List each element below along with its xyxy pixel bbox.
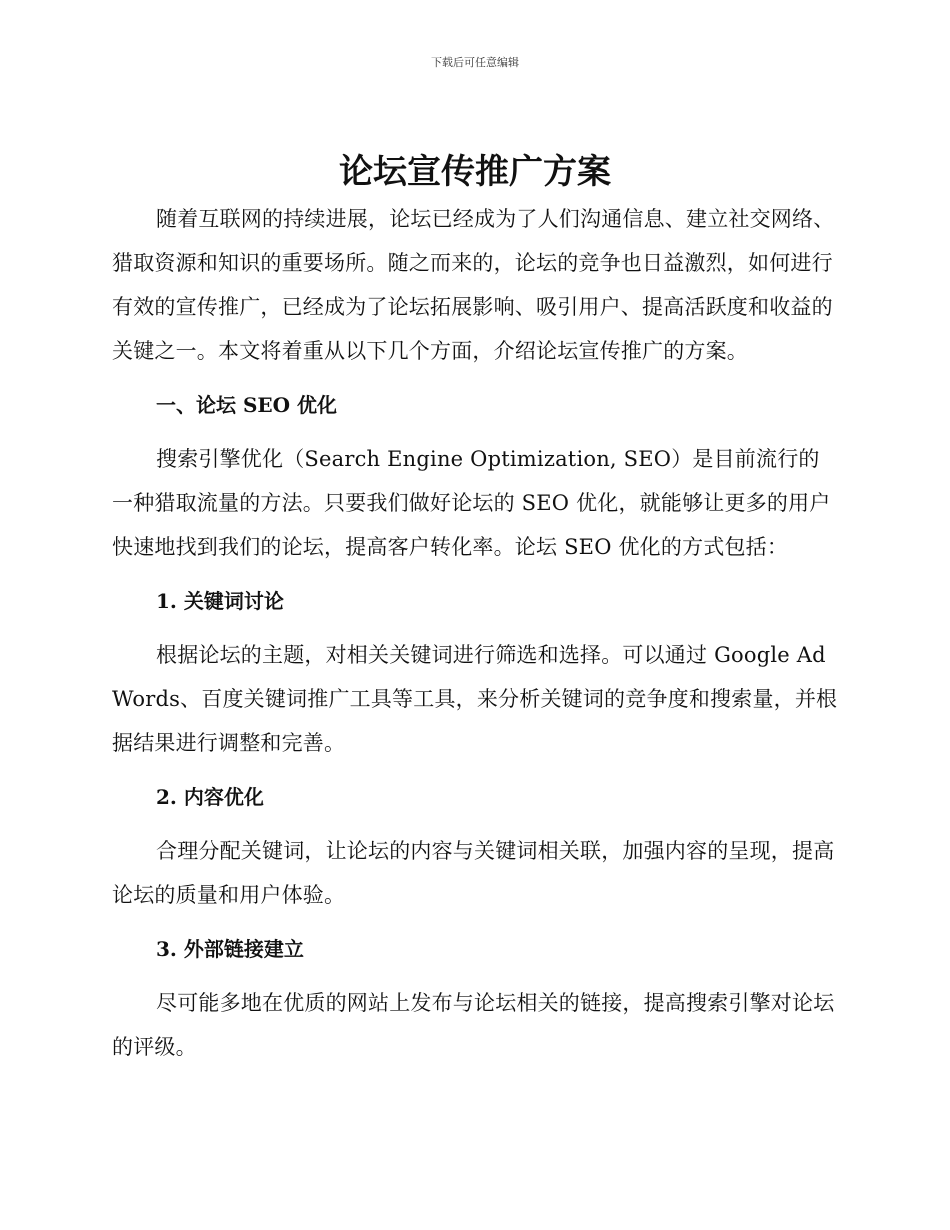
header-note: 下载后可任意编辑 xyxy=(431,56,519,69)
intro-paragraph: 随着互联网的持续进展，论坛已经成为了人们沟通信息、建立社交网络、猎取资源和知识的重要场所。随之而来的，论坛的竞争也日益激烈，如何进行有效的宣传推广，已经成为了论坛拓展影响、吸引用户、提高活跃度和收益的关键之一。本文将着重从以下几个方面，介绍论坛宣传推广的方案。 xyxy=(112,207,835,363)
item-heading-links: 3. 外部链接建立 xyxy=(156,937,304,961)
keywords-paragraph: 根据论坛的主题，对相关关键词进行筛选和选择。可以通过 Google AdWords、百度关键词推广工具等工具，来分析关键词的竞争度和搜索量，并根据结果进行调整和完善。 xyxy=(112,643,838,755)
document-title: 论坛宣传推广方案 xyxy=(339,152,611,192)
item-heading-content: 2. 内容优化 xyxy=(156,785,264,809)
content-paragraph: 合理分配关键词，让论坛的内容与关键词相关联，加强内容的呈现，提高论坛的质量和用户体验。 xyxy=(112,839,835,907)
seo-paragraph: 搜索引擎优化（Search Engine Optimization, SEO）是目前流行的一种猎取流量的方法。只要我们做好论坛的 SEO 优化，就能够让更多的用户快速地找到我们的论坛，提高客户转化率。论坛 SEO 优化的方式包括： xyxy=(112,447,831,559)
item-heading-keywords: 1. 关键词讨论 xyxy=(156,589,284,613)
links-paragraph: 尽可能多地在优质的网站上发布与论坛相关的链接，提高搜索引擎对论坛的评级。 xyxy=(112,991,835,1059)
document-body xyxy=(112,197,838,1069)
section-heading-seo: 一、论坛 SEO 优化 xyxy=(156,393,338,417)
